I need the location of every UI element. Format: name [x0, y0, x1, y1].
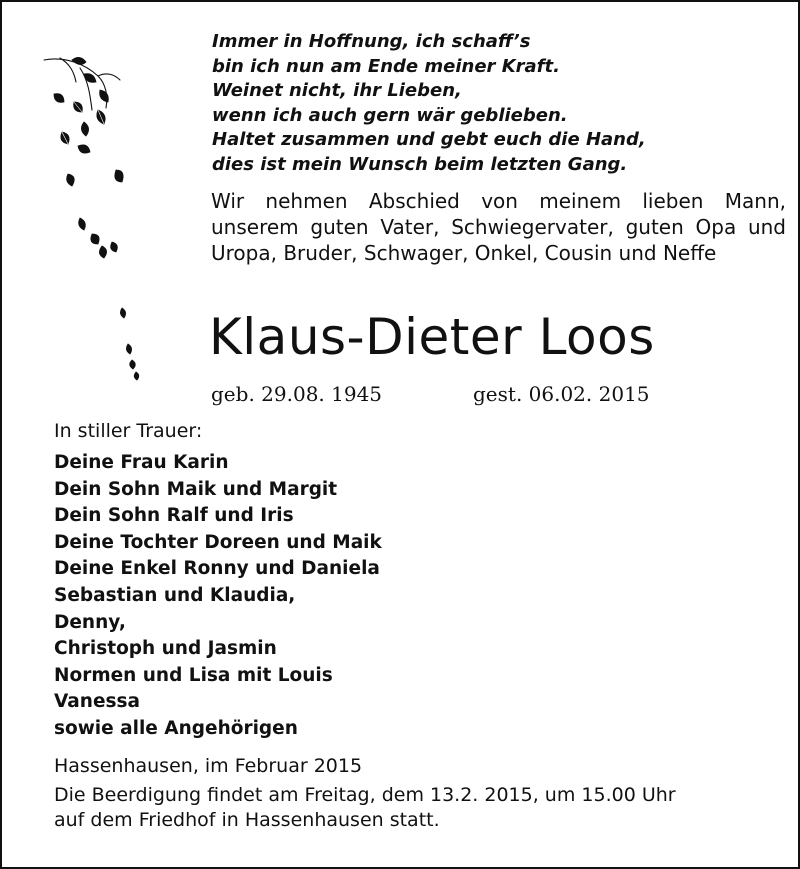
family-member: Deine Tochter Doreen und Maik: [54, 531, 382, 553]
falling-leaves-icon: [40, 50, 170, 390]
poem-line: wenn ich auch gern wär geblieben.: [212, 104, 568, 126]
family-member: Christoph und Jasmin: [54, 638, 277, 660]
family-member: Normen und Lisa mit Louis: [54, 664, 333, 686]
family-member: Sebastian und Klaudia,: [54, 584, 296, 606]
family-member: sowie alle Angehörigen: [54, 717, 298, 739]
family-list: [54, 450, 382, 743]
footer: [54, 754, 784, 833]
poem-line: bin ich nun am Ende meiner Kraft.: [212, 55, 560, 77]
place-date: Hassenhausen, im Februar 2015: [54, 755, 363, 777]
poem: [212, 30, 772, 177]
poem-line: Haltet zusammen und gebt euch die Hand,: [212, 129, 646, 150]
poem-line: Weinet nicht, ihr Lieben,: [212, 80, 462, 101]
family-member: Dein Sohn Maik und Margit: [54, 478, 338, 500]
family-member: Denny,: [54, 611, 126, 633]
mourning-label: In stiller Trauer:: [54, 420, 203, 442]
family-member: Deine Enkel Ronny und Daniela: [54, 558, 380, 580]
birth-date: geb. 29.08. 1945: [211, 382, 383, 406]
family-member: Deine Frau Karin: [54, 452, 229, 473]
family-member: Vanessa: [54, 691, 141, 713]
family-member: Dein Sohn Ralf und Iris: [54, 505, 294, 527]
funeral-info: Die Beerdigung findet am Freitag, dem 13.2. 2015, um 15.00 Uhr: [54, 784, 676, 806]
poem-line: Immer in Hoffnung, ich schaff’s: [212, 31, 531, 52]
deceased-name: Klaus-Dieter Loos: [209, 308, 655, 366]
funeral-info: auf dem Friedhof in Hassenhausen statt.: [54, 809, 440, 831]
death-date: gest. 06.02. 2015: [473, 382, 650, 406]
poem-line: dies ist mein Wunsch beim letzten Gang.: [212, 153, 628, 175]
life-dates: [211, 379, 671, 409]
farewell-text: Wir nehmen Abschied von meinem lieben Mann, unserem guten Vater, Schwiegervater, guten Opa und Uropa, Bruder, Schwager, Onkel, Cousin und Neffe: [211, 189, 786, 265]
